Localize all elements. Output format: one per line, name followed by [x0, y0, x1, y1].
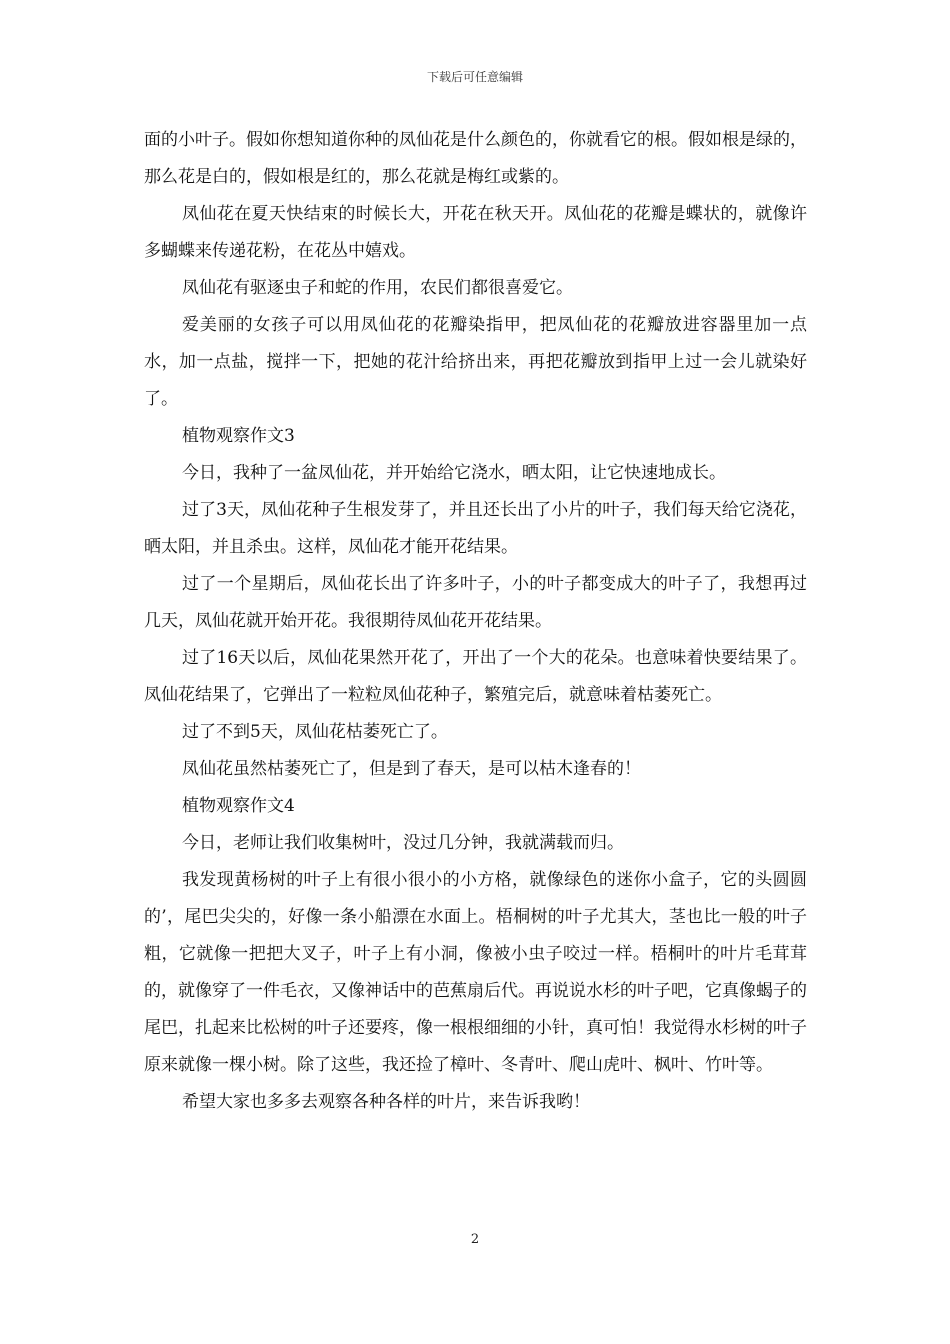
- paragraph-continued: 面的小叶子。假如你想知道你种的凤仙花是什么颜色的，你就看它的根。假如根是绿的，那么花是白的，假如根是红的，那么花就是梅红或紫的。: [144, 130, 807, 187]
- paragraph: 凤仙花虽然枯萎死亡了，但是到了春天，是可以枯木逢春的！: [182, 759, 641, 779]
- paragraph: 过了一个星期后，凤仙花长出了许多叶子，小的叶子都变成大的叶子了，我想再过几天，凤仙花就开始开花。我很期待凤仙花开花结果。: [144, 574, 807, 631]
- page-header: 下载后可任意编辑: [426, 70, 523, 84]
- paragraph: 今日，我种了一盆凤仙花，并开始给它浇水，晒太阳，让它快速地成长。: [182, 463, 726, 483]
- paragraph: 我发现黄杨树的叶子上有很小很小的小方格，就像绿色的迷你小盒子，它的头圆圆的’，尾巴尖尖的，好像一条小船漂在水面上。梧桐树的叶子尤其大，茎也比一般的叶子粗，它就像一把把大叉子，叶子上有小洞，像被小虫子咬过一样。梧桐叶的叶片毛茸茸的，就像穿了一件毛衣，又像神话中的芭蕉扇后代。再说说水杉的叶子吧，它真像蝎子的尾巴，扎起来比松树的叶子还要疼，像一根根细细的小针，真可怕！我觉得水杉树的叶子原来就像一棵小树。除了这些，我还捡了樟叶、冬青叶、爬山虎叶、枫叶、竹叶等。: [144, 870, 807, 1075]
- section-title: 植物观察作文3: [182, 426, 295, 446]
- paragraph: 过了不到5天，凤仙花枯萎死亡了。: [182, 722, 448, 742]
- page-number: 2: [470, 1232, 480, 1247]
- paragraph: 希望大家也多多去观察各种各样的叶片，来告诉我哟！: [182, 1092, 590, 1112]
- section-title: 植物观察作文4: [182, 796, 295, 816]
- paragraph: 爱美丽的女孩子可以用凤仙花的花瓣染指甲，把凤仙花的花瓣放进容器里加一点水，加一点盐，搅拌一下，把她的花汁给挤出来，再把花瓣放到指甲上过一会儿就染好了。: [144, 315, 807, 409]
- paragraph: 过了3天，凤仙花种子生根发芽了，并且还长出了小片的叶子，我们每天给它浇花，晒太阳，并且杀虫。这样，凤仙花才能开花结果。: [144, 500, 807, 557]
- paragraph: 过了16天以后，凤仙花果然开花了，开出了一个大的花朵。也意味着快要结果了。凤仙花结果了，它弹出了一粒粒凤仙花种子，繁殖完后，就意味着枯萎死亡。: [144, 648, 807, 705]
- paragraph: 凤仙花有驱逐虫子和蛇的作用，农民们都很喜爱它。: [182, 278, 573, 298]
- paragraph: 凤仙花在夏天快结束的时候长大，开花在秋天开。凤仙花的花瓣是蝶状的，就像许多蝴蝶来传递花粉，在花丛中嬉戏。: [144, 204, 807, 261]
- paragraph: 今日，老师让我们收集树叶，没过几分钟，我就满载而归。: [182, 833, 624, 853]
- document-body: [144, 122, 807, 1121]
